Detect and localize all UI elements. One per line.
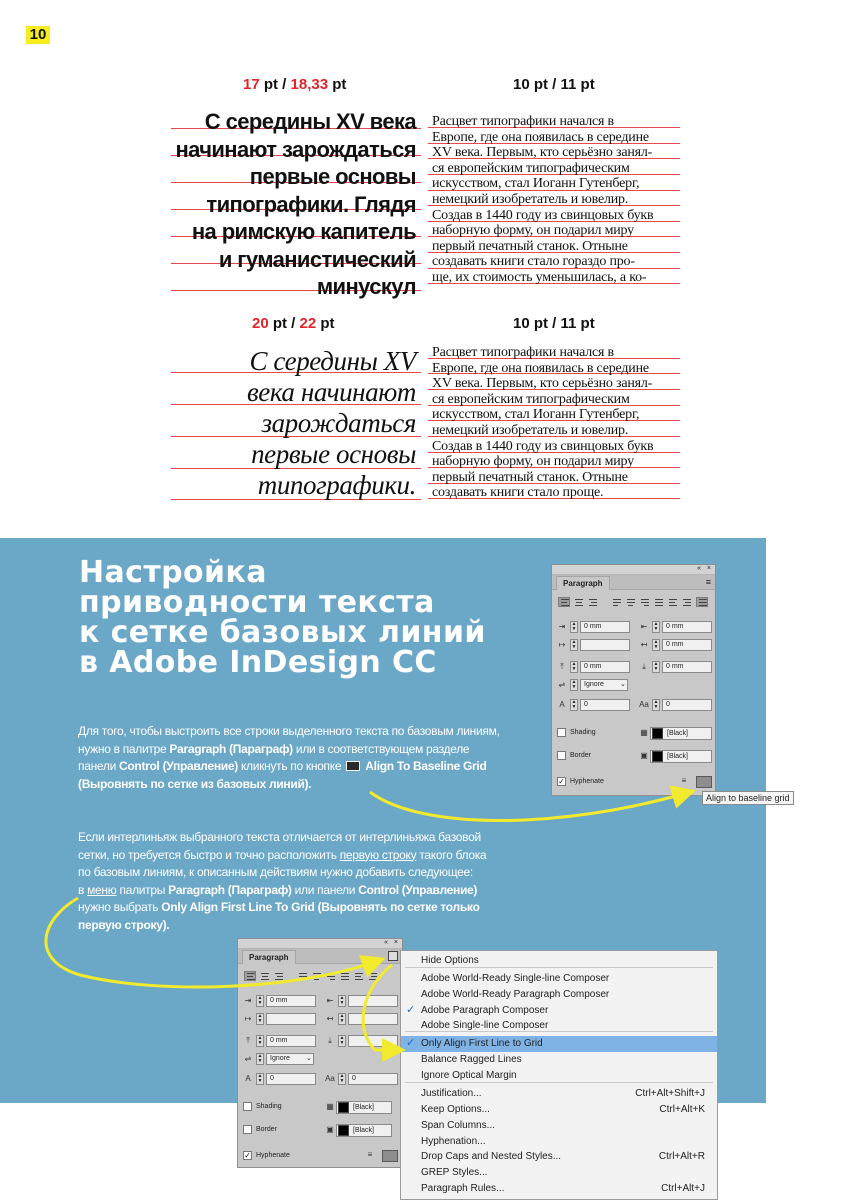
hyphen-mode-select[interactable]: Ignore: [580, 679, 628, 691]
text-line: первые основы: [249, 164, 416, 189]
left-indent-field[interactable]: 0 mm: [580, 621, 630, 633]
space-before-icon: ⤒: [246, 1036, 250, 1045]
spinner[interactable]: ▲ ▼: [571, 661, 577, 672]
title-line: приводности текста: [79, 585, 435, 620]
menu-item-shortcut: Ctrl+Alt+J: [661, 1183, 705, 1194]
spinner[interactable]: ▲ ▼: [257, 1013, 263, 1024]
para-line: в меню палитры Paragraph (Параграф) или панели Control (Управление): [78, 882, 478, 897]
menu-item-label: Adobe Single-line Composer: [421, 1020, 549, 1031]
drop-cap-chars-field[interactable]: 0: [662, 699, 712, 711]
space-after-icon: ⤓: [328, 1036, 332, 1045]
stroke-icon: ▣: [326, 1125, 334, 1134]
title-line: в Adobe InDesign CC: [79, 645, 437, 680]
example1-right-header: 10 pt / 11 pt: [513, 76, 595, 93]
menu-item-label: Justification...: [421, 1088, 482, 1099]
border-color-select[interactable]: [Black]: [336, 1124, 392, 1137]
text-line: С середины XV века: [204, 109, 416, 134]
drop-cap-lines-icon: A: [245, 1074, 251, 1083]
space-after-icon: ⤓: [642, 662, 646, 671]
text-line: создавать книги стало проще.: [432, 485, 604, 501]
color-icon: ▦: [640, 728, 648, 737]
font-size-value: 20: [252, 315, 269, 332]
collapse-icon[interactable]: «: [384, 939, 388, 946]
title-line: Настройка: [79, 555, 267, 590]
menu-item-label: Adobe World-Ready Single-line Composer: [421, 973, 610, 984]
space-before-icon: ⤒: [560, 662, 564, 671]
spinner[interactable]: ▲ ▼: [571, 621, 577, 632]
tooltip: Align to baseline grid: [702, 791, 794, 805]
text-line: типографики. Глядя: [206, 191, 416, 217]
text-line: зарождаться: [261, 408, 416, 438]
para-line: первую строку).: [78, 917, 170, 932]
header-separator: pt /: [263, 76, 287, 93]
stroke-icon: ▣: [640, 751, 648, 760]
para-line: (Выровнять по сетке из базовых линий).: [78, 776, 312, 791]
shading-color-select[interactable]: [Black]: [336, 1101, 392, 1114]
spinner[interactable]: ▲ ▼: [571, 679, 577, 690]
space-before-field[interactable]: 0 mm: [580, 661, 630, 673]
unit-label: pt: [320, 315, 335, 332]
checkmark-icon: ✓: [406, 1004, 416, 1016]
spinner[interactable]: ▲ ▼: [257, 1073, 263, 1084]
do-not-align-grid-icon[interactable]: ≡: [367, 1150, 373, 1159]
text-line: немецкий изобретатель и ювелир.: [432, 422, 629, 438]
drop-cap-chars-icon: Aa: [639, 700, 649, 709]
hyphenate-checkbox[interactable]: ✓: [244, 1151, 251, 1160]
text-line: века начинают: [246, 377, 416, 407]
text-line: XV века. Первым, кто серьёзно занял-: [432, 145, 653, 161]
spinner[interactable]: ▲ ▼: [257, 995, 263, 1006]
space-before-field[interactable]: 0 mm: [266, 1035, 316, 1047]
panel-menu-icon[interactable]: ≡: [705, 577, 711, 587]
page-number: 10: [26, 26, 50, 44]
first-line-indent-icon: ↦: [244, 1014, 252, 1023]
spinner[interactable]: ▲ ▼: [339, 995, 345, 1006]
shading-color-select[interactable]: [Black]: [650, 727, 712, 740]
hyphenate-label: Hyphenate: [570, 778, 604, 785]
text-line: Европе, где она появилась в середине: [432, 129, 649, 145]
text-line: искусством, стал Иоганн Гутенберг,: [432, 176, 640, 192]
menu-item-label: Hyphenation...: [421, 1136, 486, 1147]
text-line: и гуманистический: [218, 246, 416, 272]
text-line: создавать книги стало гораздо про-: [432, 254, 635, 270]
text-line: немецкий изобретатель и ювелир.: [432, 191, 629, 207]
text-line: начинают зарождаться: [175, 136, 416, 162]
header-separator: pt /: [272, 315, 296, 332]
text-line: первый печатный станок. Отныне: [432, 469, 628, 485]
menu-item-shortcut: Ctrl+Alt+R: [658, 1151, 705, 1162]
text-line: наборную форму, он подарил миру: [432, 454, 634, 470]
text-line: С середины XV: [249, 346, 416, 376]
title-line: к сетке базовых линий: [79, 615, 486, 650]
drop-cap-chars-field[interactable]: 0: [348, 1073, 398, 1085]
hyphen-mode-select[interactable]: Ignore: [266, 1053, 314, 1065]
close-icon[interactable]: ×: [393, 939, 398, 946]
para-line: Для того, чтобы выстроить все строки выделенного текста по базовым линиям,: [78, 724, 500, 738]
drop-cap-lines-field[interactable]: 0: [266, 1073, 316, 1085]
last-line-indent-icon: ↤: [640, 640, 648, 649]
spinner[interactable]: ▲ ▼: [339, 1035, 345, 1046]
menu-item-label: Adobe Paragraph Composer: [421, 1005, 549, 1016]
menu-item-label: Paragraph Rules...: [421, 1183, 505, 1194]
border-label: Border: [256, 1126, 278, 1133]
text-line: ся европейским типографическим: [432, 160, 630, 176]
left-indent-icon: ⇥: [558, 622, 566, 631]
tab-paragraph[interactable]: Paragraph: [556, 576, 610, 590]
text-line: Расцвет типографики начался в: [432, 345, 614, 360]
shading-label: Shading: [570, 729, 596, 736]
spinner[interactable]: ▲ ▼: [257, 1053, 263, 1064]
close-icon[interactable]: ×: [706, 565, 711, 572]
menu-item-label: Span Columns...: [421, 1120, 495, 1131]
chevron-down-icon[interactable]: ⌄: [306, 1055, 312, 1062]
text-line: первые основы: [251, 439, 416, 469]
spinner[interactable]: ▲ ▼: [571, 639, 577, 650]
do-not-align-grid-icon[interactable]: ≡: [681, 776, 687, 785]
border-color-select[interactable]: [Black]: [650, 750, 712, 763]
menu-item-label: Only Align First Line to Grid: [421, 1038, 543, 1049]
last-line-indent-field[interactable]: 0 mm: [662, 639, 712, 651]
text-line: Европе, где она появилась в середине: [432, 360, 649, 376]
space-after-field[interactable]: 0 mm: [662, 661, 712, 673]
spinner[interactable]: ▲ ▼: [653, 639, 659, 650]
unit-label: pt: [332, 76, 347, 93]
menu-item-shortcut: Ctrl+Alt+K: [659, 1104, 705, 1115]
left-indent-icon: ⇥: [244, 996, 252, 1005]
spinner[interactable]: ▲ ▼: [339, 1013, 345, 1024]
spinner[interactable]: ▲ ▼: [571, 699, 577, 710]
spinner[interactable]: ▲ ▼: [653, 621, 659, 632]
menu-item-label: Ignore Optical Margin: [421, 1070, 517, 1081]
menu-item-label: Keep Options...: [421, 1104, 490, 1115]
text-line: ще, их стоимость уменьшилась, а ко-: [432, 269, 647, 285]
checkmark-icon: ✓: [406, 1037, 416, 1049]
first-line-indent-icon: ↦: [558, 640, 566, 649]
tab-paragraph[interactable]: Paragraph: [242, 950, 296, 964]
color-icon: ▦: [326, 1102, 334, 1111]
text-line: ся европейским типографическим: [432, 391, 630, 407]
text-line: Создав в 1440 году из свинцовых букв: [432, 207, 654, 223]
para-line: нужно выбрать Only Align First Line To Grid (Выровнять по сетке только: [78, 900, 480, 914]
menu-item-label: Drop Caps and Nested Styles...: [421, 1151, 562, 1162]
hyphenate-checkbox[interactable]: ✓: [558, 777, 565, 786]
shading-label: Shading: [256, 1103, 282, 1110]
menu-item-shortcut: Ctrl+Alt+Shift+J: [635, 1088, 705, 1099]
text-line: искусством, стал Иоганн Гутенберг,: [432, 407, 640, 423]
leading-value: 22: [299, 315, 317, 332]
spinner[interactable]: ▲ ▼: [653, 661, 659, 672]
drop-cap-lines-icon: A: [559, 700, 565, 709]
last-line-indent-icon: ↤: [326, 1014, 334, 1023]
text-line: Расцвет типографики начался в: [432, 114, 614, 129]
hyphen-zone-icon: ⇌: [244, 1054, 252, 1063]
text-line: минускул: [316, 274, 416, 299]
para-line: по базовым линиям, к описанным действиям нужно добавить следующее:: [78, 865, 473, 879]
para-line: нужно в палитре Paragraph (Параграф) или в соответствующем разделе: [78, 741, 470, 756]
drop-cap-chars-icon: Aa: [325, 1074, 335, 1083]
text-line: Создав в 1440 году из свинцовых букв: [432, 438, 654, 454]
para-line: сетки, но требуется быстро и точно расположить первую строку такого блока: [78, 847, 487, 862]
leading-value: 18,33: [290, 76, 329, 93]
menu-item-label: Hide Options: [421, 955, 479, 966]
text-line: первый печатный станок. Отныне: [432, 238, 628, 254]
para-line: Если интерлиньяж выбранного текста отличается от интерлиньяжа базовой: [78, 830, 481, 844]
text-line: XV века. Первым, кто серьёзно занял-: [432, 376, 653, 392]
text-line: типографики.: [257, 470, 416, 500]
right-indent-icon: ⇤: [640, 622, 648, 631]
border-label: Border: [570, 752, 592, 759]
left-indent-field[interactable]: 0 mm: [266, 995, 316, 1007]
hyphen-zone-icon: ⇌: [558, 680, 566, 689]
spinner[interactable]: ▲ ▼: [339, 1073, 345, 1084]
right-indent-field[interactable]: 0 mm: [662, 621, 712, 633]
right-indent-icon: ⇤: [326, 996, 334, 1005]
hyphenate-label: Hyphenate: [256, 1152, 290, 1159]
spinner[interactable]: ▲ ▼: [653, 699, 659, 710]
menu-item-label: Balance Ragged Lines: [421, 1054, 522, 1065]
menu-item-label: GREP Styles...: [421, 1167, 488, 1178]
chevron-down-icon[interactable]: ⌄: [620, 681, 626, 688]
menu-item-label: Adobe World-Ready Paragraph Composer: [421, 989, 610, 1000]
collapse-icon[interactable]: «: [697, 565, 701, 572]
drop-cap-lines-field[interactable]: 0: [580, 699, 630, 711]
text-line: на римскую капитель: [191, 219, 416, 244]
example2-right-header: 10 pt / 11 pt: [513, 315, 595, 332]
font-size-value: 17: [243, 76, 260, 93]
spinner[interactable]: ▲ ▼: [257, 1035, 263, 1046]
para-line: панели Control (Управление) кликнуть по кнопке Align To Baseline Grid: [78, 759, 487, 773]
text-line: наборную форму, он подарил миру: [432, 223, 634, 239]
